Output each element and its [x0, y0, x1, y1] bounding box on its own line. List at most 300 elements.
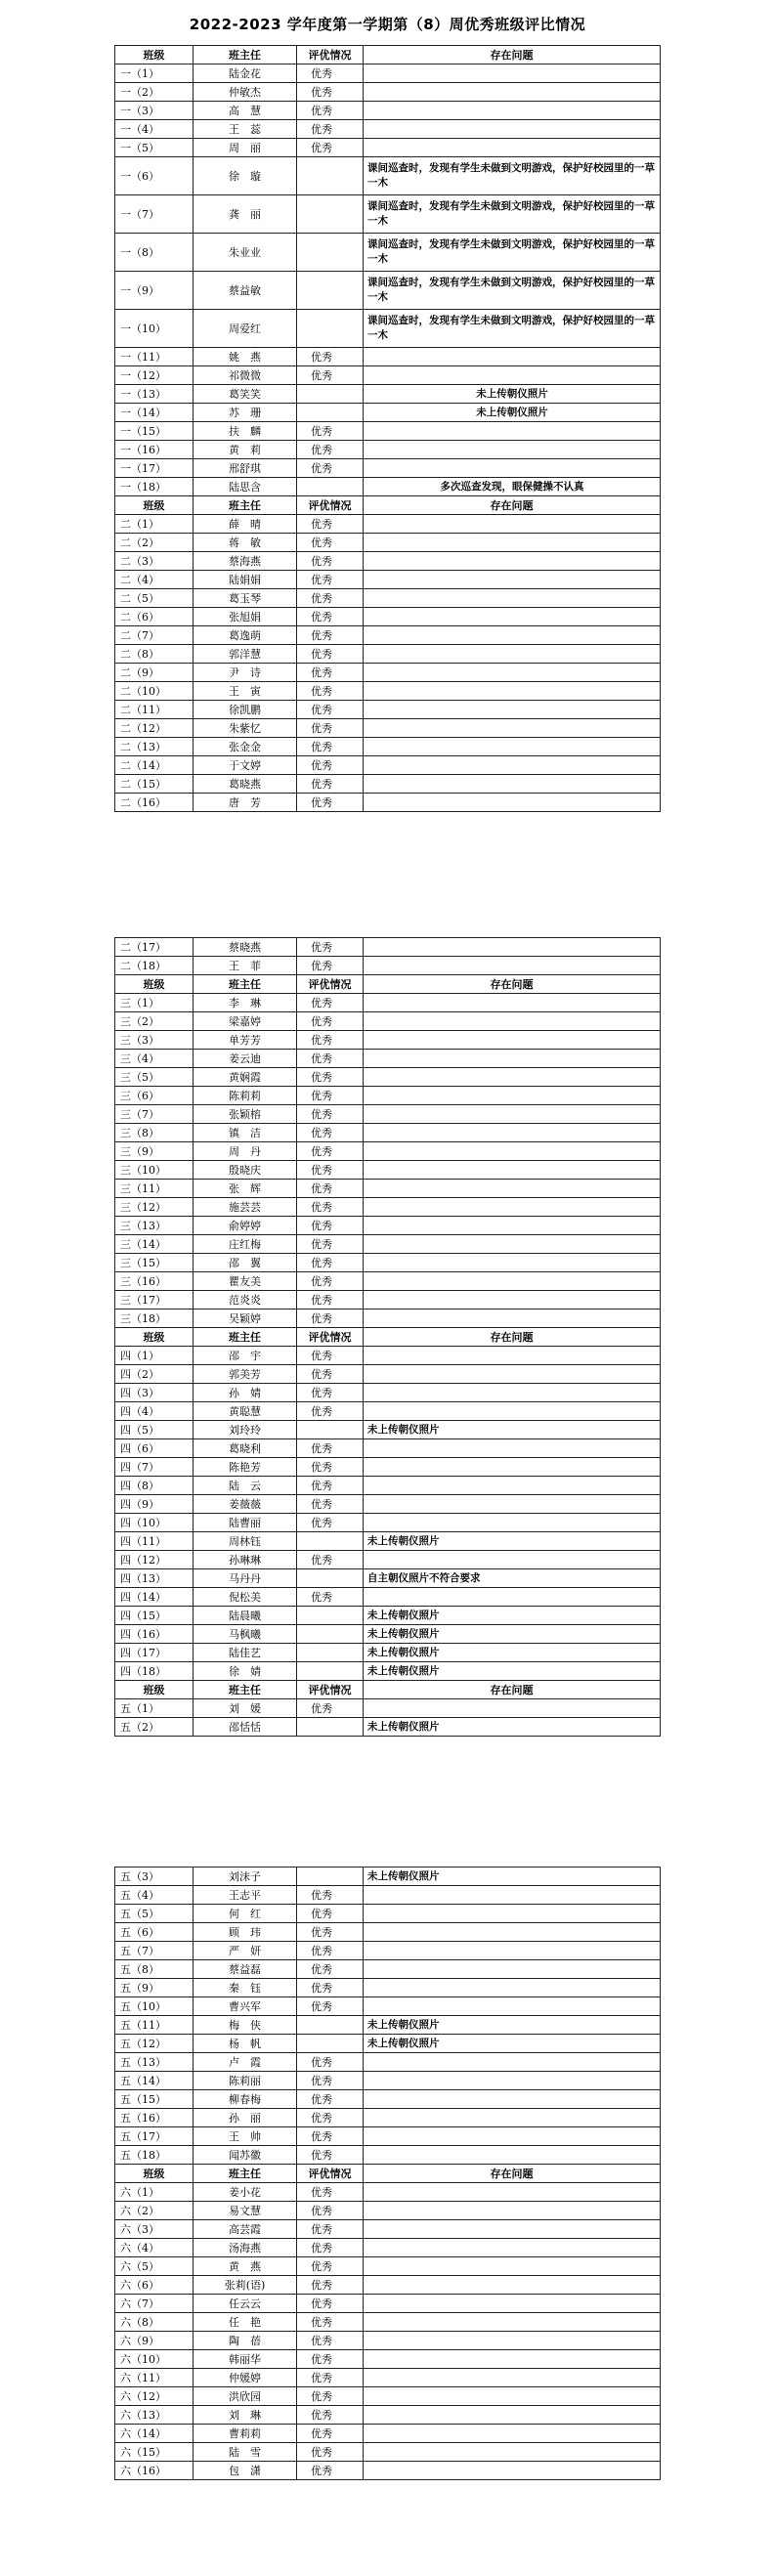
evaluation-table-page-2	[114, 937, 661, 1737]
class-cell: 一（4）	[115, 120, 194, 139]
table-row	[115, 2406, 661, 2425]
table-row	[115, 626, 661, 645]
teacher-cell: 任 艳	[194, 2313, 297, 2332]
teacher-cell: 陆金花	[194, 64, 297, 83]
teacher-cell: 徐凯鹏	[194, 701, 297, 719]
table-row	[115, 1477, 661, 1495]
table-row	[115, 1217, 661, 1235]
class-cell: 四（6）	[115, 1439, 194, 1458]
rating-cell: 优秀	[297, 719, 364, 738]
teacher-cell: 葛玉琴	[194, 589, 297, 608]
class-cell: 三（1）	[115, 994, 194, 1012]
header-class: 班级	[115, 1328, 194, 1347]
teacher-cell: 柳春梅	[194, 2090, 297, 2109]
rating-cell: 优秀	[297, 1050, 364, 1068]
issue-cell	[364, 589, 661, 608]
issue-cell: 课间巡查时，发现有学生未做到文明游戏，保护好校园里的一草一木	[364, 272, 661, 310]
class-cell: 五（13）	[115, 2053, 194, 2072]
rating-cell: 优秀	[297, 1886, 364, 1905]
issue-cell	[364, 1942, 661, 1960]
class-cell: 二（1）	[115, 515, 194, 534]
rating-cell: 优秀	[297, 2072, 364, 2090]
class-cell: 一（14）	[115, 404, 194, 422]
teacher-cell: 姜云迪	[194, 1050, 297, 1068]
rating-cell: 优秀	[297, 701, 364, 719]
table-row	[115, 64, 661, 83]
table-row	[115, 589, 661, 608]
class-cell: 五（4）	[115, 1886, 194, 1905]
issue-cell	[364, 2387, 661, 2406]
table-row	[115, 1421, 661, 1439]
issue-cell: 未上传朝仪照片	[364, 404, 661, 422]
issue-cell	[364, 1997, 661, 2016]
issue-cell	[364, 2313, 661, 2332]
teacher-cell: 张颖榕	[194, 1105, 297, 1124]
teacher-cell: 陆 云	[194, 1477, 297, 1495]
teacher-cell: 陈莉莉	[194, 1087, 297, 1105]
table-row	[115, 1142, 661, 1161]
header-issue: 存在问题	[364, 975, 661, 994]
issue-cell	[364, 1161, 661, 1180]
issue-cell	[364, 83, 661, 102]
table-row	[115, 1551, 661, 1569]
teacher-cell: 葛笑笑	[194, 385, 297, 404]
teacher-cell: 张 辉	[194, 1180, 297, 1198]
rating-cell: 优秀	[297, 1347, 364, 1365]
rating-cell: 优秀	[297, 1291, 364, 1309]
table-row	[115, 1607, 661, 1625]
rating-cell: 优秀	[297, 1198, 364, 1217]
rating-cell: 优秀	[297, 1217, 364, 1235]
rating-cell: 优秀	[297, 1068, 364, 1087]
teacher-cell: 黄聪慧	[194, 1402, 297, 1421]
rating-cell: 优秀	[297, 1235, 364, 1254]
rating-cell	[297, 404, 364, 422]
teacher-cell: 陈艳芳	[194, 1458, 297, 1477]
header-rating: 评优情况	[297, 496, 364, 515]
class-cell: 一（18）	[115, 478, 194, 496]
class-cell: 六（7）	[115, 2295, 194, 2313]
rating-cell: 优秀	[297, 1309, 364, 1328]
table-row	[115, 775, 661, 794]
table-row	[115, 1384, 661, 1402]
teacher-cell: 陆佳艺	[194, 1644, 297, 1662]
class-cell: 一（16）	[115, 441, 194, 459]
issue-cell	[364, 1439, 661, 1458]
class-cell: 一（10）	[115, 310, 194, 348]
teacher-cell: 俞婷婷	[194, 1217, 297, 1235]
class-cell: 六（12）	[115, 2387, 194, 2406]
table-row	[115, 957, 661, 975]
issue-cell	[364, 1050, 661, 1068]
class-cell: 一（15）	[115, 422, 194, 441]
header-rating: 评优情况	[297, 975, 364, 994]
teacher-cell: 黄娴霞	[194, 1068, 297, 1087]
teacher-cell: 邵恬恬	[194, 1718, 297, 1737]
rating-cell: 优秀	[297, 626, 364, 645]
rating-cell: 优秀	[297, 2257, 364, 2276]
header-class: 班级	[115, 46, 194, 64]
teacher-cell: 周 丽	[194, 139, 297, 157]
rating-cell: 优秀	[297, 2276, 364, 2295]
table-row	[115, 1514, 661, 1532]
header-teacher: 班主任	[194, 975, 297, 994]
table-header-row	[115, 2165, 661, 2183]
class-cell: 二（18）	[115, 957, 194, 975]
class-cell: 六（9）	[115, 2332, 194, 2350]
rating-cell: 优秀	[297, 2425, 364, 2443]
issue-cell	[364, 1514, 661, 1532]
class-cell: 四（13）	[115, 1569, 194, 1588]
issue-cell	[364, 1979, 661, 1997]
issue-cell	[364, 994, 661, 1012]
teacher-cell: 黄 燕	[194, 2257, 297, 2276]
teacher-cell: 高芸霞	[194, 2220, 297, 2239]
teacher-cell: 苏 珊	[194, 404, 297, 422]
class-cell: 六（1）	[115, 2183, 194, 2202]
teacher-cell: 孙 丽	[194, 2109, 297, 2127]
teacher-cell: 陆晨曦	[194, 1607, 297, 1625]
class-cell: 四（11）	[115, 1532, 194, 1551]
issue-cell	[364, 515, 661, 534]
table-header-row	[115, 46, 661, 64]
rating-cell: 优秀	[297, 794, 364, 812]
teacher-cell: 刘玲玲	[194, 1421, 297, 1439]
issue-cell: 未上传朝仪照片	[364, 2035, 661, 2053]
class-cell: 三（10）	[115, 1161, 194, 1180]
teacher-cell: 徐 婧	[194, 1662, 297, 1681]
table-row	[115, 1942, 661, 1960]
issue-cell	[364, 626, 661, 645]
class-cell: 五（8）	[115, 1960, 194, 1979]
class-cell: 五（12）	[115, 2035, 194, 2053]
class-cell: 三（13）	[115, 1217, 194, 1235]
teacher-cell: 顾 玮	[194, 1923, 297, 1942]
rating-cell: 优秀	[297, 1699, 364, 1718]
rating-cell: 优秀	[297, 2406, 364, 2425]
issue-cell	[364, 1905, 661, 1923]
table-row	[115, 1625, 661, 1644]
teacher-cell: 周林钰	[194, 1532, 297, 1551]
teacher-cell: 瞿友美	[194, 1272, 297, 1291]
rating-cell: 优秀	[297, 1031, 364, 1050]
teacher-cell: 葛逸萌	[194, 626, 297, 645]
teacher-cell: 任云云	[194, 2295, 297, 2313]
class-cell: 五（7）	[115, 1942, 194, 1960]
table-row	[115, 2425, 661, 2443]
header-issue: 存在问题	[364, 1681, 661, 1699]
rating-cell: 优秀	[297, 2313, 364, 2332]
rating-cell: 优秀	[297, 1439, 364, 1458]
rating-cell: 优秀	[297, 2387, 364, 2406]
teacher-cell: 刘 媛	[194, 1699, 297, 1718]
rating-cell: 优秀	[297, 1495, 364, 1514]
header-issue: 存在问题	[364, 2165, 661, 2183]
class-cell: 三（6）	[115, 1087, 194, 1105]
table-row	[115, 2183, 661, 2202]
table-row	[115, 1068, 661, 1087]
class-cell: 三（16）	[115, 1272, 194, 1291]
header-class: 班级	[115, 975, 194, 994]
table-row	[115, 1905, 661, 1923]
teacher-cell: 薛 晴	[194, 515, 297, 534]
class-cell: 三（3）	[115, 1031, 194, 1050]
teacher-cell: 殷晓庆	[194, 1161, 297, 1180]
class-cell: 四（5）	[115, 1421, 194, 1439]
rating-cell	[297, 2016, 364, 2035]
teacher-cell: 朱业业	[194, 234, 297, 272]
rating-cell	[297, 1718, 364, 1737]
rating-cell: 优秀	[297, 1514, 364, 1532]
table-row	[115, 1439, 661, 1458]
class-cell: 四（7）	[115, 1458, 194, 1477]
class-cell: 四（4）	[115, 1402, 194, 1421]
header-teacher: 班主任	[194, 1328, 297, 1347]
class-cell: 三（11）	[115, 1180, 194, 1198]
table-row	[115, 1979, 661, 1997]
table-row	[115, 1662, 661, 1681]
table-row	[115, 1050, 661, 1068]
class-cell: 六（14）	[115, 2425, 194, 2443]
rating-cell: 优秀	[297, 366, 364, 385]
header-teacher: 班主任	[194, 2165, 297, 2183]
class-cell: 六（11）	[115, 2369, 194, 2387]
teacher-cell: 汤海燕	[194, 2239, 297, 2257]
rating-cell: 优秀	[297, 1960, 364, 1979]
class-cell: 二（15）	[115, 775, 194, 794]
issue-cell	[364, 571, 661, 589]
header-rating: 评优情况	[297, 1328, 364, 1347]
class-cell: 一（7）	[115, 195, 194, 234]
issue-cell	[364, 2462, 661, 2480]
teacher-cell: 刘沫子	[194, 1868, 297, 1886]
issue-cell	[364, 2295, 661, 2313]
table-row	[115, 1124, 661, 1142]
teacher-cell: 蔡晓燕	[194, 938, 297, 957]
issue-cell	[364, 1291, 661, 1309]
issue-cell: 课间巡查时，发现有学生未做到文明游戏，保护好校园里的一草一木	[364, 195, 661, 234]
table-header-row	[115, 1681, 661, 1699]
table-row	[115, 2109, 661, 2127]
class-cell: 六（15）	[115, 2443, 194, 2462]
teacher-cell: 王 蕊	[194, 120, 297, 139]
rating-cell: 优秀	[297, 1142, 364, 1161]
table-row	[115, 1569, 661, 1588]
teacher-cell: 严 妍	[194, 1942, 297, 1960]
class-cell: 一（6）	[115, 157, 194, 195]
teacher-cell: 王 帅	[194, 2127, 297, 2146]
teacher-cell: 单芳芳	[194, 1031, 297, 1050]
class-cell: 四（17）	[115, 1644, 194, 1662]
table-row	[115, 459, 661, 478]
class-cell: 五（3）	[115, 1868, 194, 1886]
rating-cell: 优秀	[297, 994, 364, 1012]
class-cell: 三（12）	[115, 1198, 194, 1217]
class-cell: 一（5）	[115, 139, 194, 157]
table-row	[115, 2127, 661, 2146]
class-cell: 三（5）	[115, 1068, 194, 1087]
rating-cell	[297, 2035, 364, 2053]
rating-cell: 优秀	[297, 1979, 364, 1997]
table-header-row	[115, 975, 661, 994]
issue-cell	[364, 775, 661, 794]
teacher-cell: 高 慧	[194, 102, 297, 120]
rating-cell: 优秀	[297, 2127, 364, 2146]
rating-cell: 优秀	[297, 441, 364, 459]
issue-cell	[364, 2443, 661, 2462]
teacher-cell: 孙琳琳	[194, 1551, 297, 1569]
evaluation-table-page-1	[114, 45, 661, 812]
issue-cell	[364, 1180, 661, 1198]
teacher-cell: 蔡海燕	[194, 552, 297, 571]
table-row	[115, 719, 661, 738]
header-class: 班级	[115, 2165, 194, 2183]
issue-cell	[364, 2127, 661, 2146]
rating-cell: 优秀	[297, 2332, 364, 2350]
teacher-cell: 秦 钰	[194, 1979, 297, 1997]
rating-cell: 优秀	[297, 1384, 364, 1402]
teacher-cell: 韩丽华	[194, 2350, 297, 2369]
table-header-row	[115, 1328, 661, 1347]
teacher-cell: 杨 帆	[194, 2035, 297, 2053]
rating-cell: 优秀	[297, 83, 364, 102]
teacher-cell: 陆娟娟	[194, 571, 297, 589]
teacher-cell: 孙 婧	[194, 1384, 297, 1402]
rating-cell: 优秀	[297, 957, 364, 975]
issue-cell	[364, 1105, 661, 1124]
rating-cell: 优秀	[297, 120, 364, 139]
issue-cell	[364, 1402, 661, 1421]
table-row	[115, 738, 661, 756]
table-row	[115, 1868, 661, 1886]
class-cell: 四（12）	[115, 1551, 194, 1569]
issue-cell	[364, 682, 661, 701]
teacher-cell: 张金金	[194, 738, 297, 756]
class-cell: 一（8）	[115, 234, 194, 272]
rating-cell	[297, 1569, 364, 1588]
rating-cell: 优秀	[297, 1180, 364, 1198]
issue-cell: 课间巡查时，发现有学生未做到文明游戏，保护好校园里的一草一木	[364, 234, 661, 272]
header-issue: 存在问题	[364, 46, 661, 64]
rating-cell: 优秀	[297, 1905, 364, 1923]
issue-cell: 未上传朝仪照片	[364, 1662, 661, 1681]
issue-cell	[364, 1923, 661, 1942]
teacher-cell: 梅 侠	[194, 2016, 297, 2035]
table-row	[115, 2090, 661, 2109]
class-cell: 五（10）	[115, 1997, 194, 2016]
teacher-cell: 陆 雪	[194, 2443, 297, 2462]
table-row	[115, 2202, 661, 2220]
issue-cell	[364, 719, 661, 738]
issue-cell	[364, 2109, 661, 2127]
rating-cell: 优秀	[297, 2220, 364, 2239]
rating-cell: 优秀	[297, 1551, 364, 1569]
class-cell: 四（9）	[115, 1495, 194, 1514]
table-row	[115, 1105, 661, 1124]
issue-cell	[364, 64, 661, 83]
class-cell: 二（9）	[115, 664, 194, 682]
rating-cell: 优秀	[297, 1997, 364, 2016]
class-cell: 三（2）	[115, 1012, 194, 1031]
class-cell: 三（18）	[115, 1309, 194, 1328]
table-row	[115, 404, 661, 422]
issue-cell	[364, 1551, 661, 1569]
rating-cell	[297, 1607, 364, 1625]
issue-cell	[364, 1087, 661, 1105]
rating-cell: 优秀	[297, 1272, 364, 1291]
table-row	[115, 664, 661, 682]
teacher-cell: 张莉(语)	[194, 2276, 297, 2295]
issue-cell	[364, 1198, 661, 1217]
table-row	[115, 994, 661, 1012]
table-row	[115, 139, 661, 157]
class-cell: 二（12）	[115, 719, 194, 738]
teacher-cell: 郭洋慧	[194, 645, 297, 664]
table-row	[115, 2053, 661, 2072]
table-row	[115, 1923, 661, 1942]
rating-cell: 优秀	[297, 775, 364, 794]
table-row	[115, 1309, 661, 1328]
class-cell: 二（16）	[115, 794, 194, 812]
issue-cell	[364, 534, 661, 552]
class-cell: 二（7）	[115, 626, 194, 645]
table-row	[115, 1886, 661, 1905]
rating-cell: 优秀	[297, 756, 364, 775]
rating-cell: 优秀	[297, 1942, 364, 1960]
class-cell: 三（14）	[115, 1235, 194, 1254]
header-class: 班级	[115, 496, 194, 515]
teacher-cell: 徐 璇	[194, 157, 297, 195]
table-row	[115, 478, 661, 496]
class-cell: 六（5）	[115, 2257, 194, 2276]
issue-cell: 未上传朝仪照片	[364, 1868, 661, 1886]
rating-cell: 优秀	[297, 2109, 364, 2127]
issue-cell	[364, 1495, 661, 1514]
table-row	[115, 348, 661, 366]
class-cell: 三（9）	[115, 1142, 194, 1161]
issue-cell	[364, 2202, 661, 2220]
rating-cell: 优秀	[297, 1923, 364, 1942]
issue-cell	[364, 664, 661, 682]
table-row	[115, 645, 661, 664]
table-row	[115, 1012, 661, 1031]
teacher-cell: 郭美芳	[194, 1365, 297, 1384]
issue-cell	[364, 1068, 661, 1087]
class-cell: 二（17）	[115, 938, 194, 957]
rating-cell: 优秀	[297, 2350, 364, 2369]
teacher-cell: 陶 蓓	[194, 2332, 297, 2350]
issue-cell	[364, 701, 661, 719]
rating-cell: 优秀	[297, 589, 364, 608]
teacher-cell: 何 红	[194, 1905, 297, 1923]
teacher-cell: 周爱红	[194, 310, 297, 348]
issue-cell	[364, 2183, 661, 2202]
class-cell: 三（8）	[115, 1124, 194, 1142]
rating-cell: 优秀	[297, 515, 364, 534]
issue-cell	[364, 1960, 661, 1979]
table-row	[115, 1031, 661, 1050]
rating-cell: 优秀	[297, 1161, 364, 1180]
table-row	[115, 2035, 661, 2053]
issue-cell	[364, 441, 661, 459]
issue-cell	[364, 1699, 661, 1718]
rating-cell: 优秀	[297, 534, 364, 552]
table-row	[115, 701, 661, 719]
table-row	[115, 1087, 661, 1105]
table-row	[115, 2350, 661, 2369]
issue-cell: 课间巡查时，发现有学生未做到文明游戏，保护好校园里的一草一木	[364, 310, 661, 348]
teacher-cell: 仲敏杰	[194, 83, 297, 102]
